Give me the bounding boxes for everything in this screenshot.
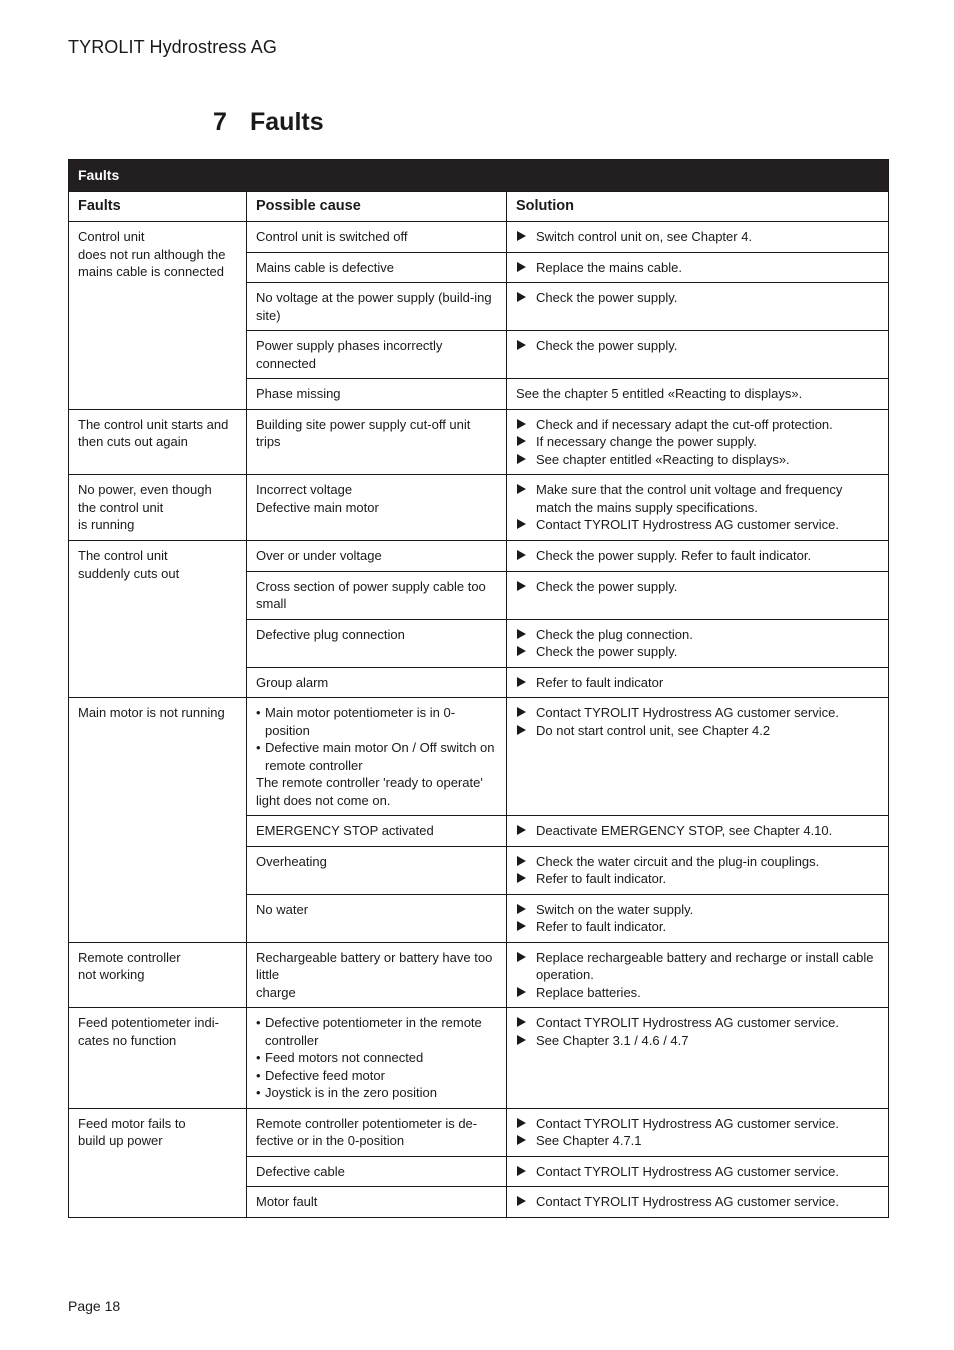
fault-text: Feed motor fails to <box>78 1115 186 1131</box>
solution-step: Check the power supply. Refer to fault indicator. <box>516 547 880 565</box>
cause-cell <box>247 1108 507 1156</box>
cause-bullet: • Joystick is in the zero position <box>256 1084 498 1102</box>
table-row <box>69 1008 889 1109</box>
solution-step: Refer to fault indicator. <box>516 870 880 888</box>
company-name: TYROLIT Hydrostress AG <box>68 37 277 57</box>
cause-cell <box>247 283 507 331</box>
table-row <box>69 942 889 1008</box>
table-row <box>69 541 889 572</box>
solution-step: Check the water circuit and the plug-in couplings. <box>516 853 880 871</box>
cause-text: Defective plug connection <box>256 626 405 642</box>
solution-cell <box>507 894 889 942</box>
fault-cell <box>69 1108 247 1217</box>
cause-text: Incorrect voltage <box>256 482 353 497</box>
cause-bullet: • Defective feed motor <box>256 1067 498 1085</box>
cause-cell <box>247 1156 507 1187</box>
table-banner-label: Faults <box>69 160 889 192</box>
solution-step: Check the plug connection. <box>516 626 880 644</box>
cause-cell <box>247 379 507 410</box>
solution-step: Switch control unit on, see Chapter 4. <box>516 228 880 246</box>
cause-text: Mains cable is defective <box>256 259 395 275</box>
cause-text: Motor fault <box>256 1194 318 1209</box>
solution-step: Replace rechargeable battery and recharge or install cable operation. <box>516 949 880 984</box>
cause-text: Power supply phases incorrectly connected <box>256 338 443 371</box>
table-row <box>69 1108 889 1156</box>
fault-cell <box>69 1008 247 1109</box>
fault-text: Feed potentiometer indi-cates no function <box>78 1015 219 1048</box>
solution-cell <box>507 816 889 847</box>
cause-text: Rechargeable battery or battery have too little <box>256 949 493 982</box>
column-header-solution: Solution <box>507 192 889 222</box>
cause-bullet: • Defective potentiometer in the remote controller <box>256 1014 498 1049</box>
solution-step: See Chapter 4.7.1 <box>516 1132 880 1150</box>
fault-cell <box>69 541 247 698</box>
solution-step: Contact TYROLIT Hydrostress AG customer service. <box>516 516 880 534</box>
solution-cell <box>507 698 889 816</box>
cause-cell <box>247 409 507 475</box>
solution-step: If necessary change the power supply. <box>516 433 880 451</box>
cause-bullet: • Main motor potentiometer is in 0-position <box>256 704 498 739</box>
solution-step: Replace the mains cable. <box>516 259 880 277</box>
solution-cell <box>507 409 889 475</box>
fault-text: not working <box>78 967 145 982</box>
cause-text: No water <box>256 901 309 917</box>
solution-cell <box>507 1008 889 1109</box>
solution-step: Check the power supply. <box>516 643 880 661</box>
solution-step: Contact TYROLIT Hydrostress AG customer service. <box>516 704 880 722</box>
cause-cell <box>247 942 507 1008</box>
fault-cell <box>69 222 247 410</box>
solution-cell <box>507 1108 889 1156</box>
solution-step: Check the power supply. <box>516 337 880 355</box>
solution-cell <box>507 331 889 379</box>
solution-cell <box>507 283 889 331</box>
cause-cell <box>247 846 507 894</box>
table-row <box>69 222 889 253</box>
table-row <box>69 409 889 475</box>
solution-step: Contact TYROLIT Hydrostress AG customer service. <box>516 1115 880 1133</box>
cause-text: Remote controller potentiometer is de-fective or in the 0-position <box>256 1115 478 1148</box>
cause-cell <box>247 1008 507 1109</box>
solution-step: Deactivate EMERGENCY STOP, see Chapter 4.10. <box>516 822 880 840</box>
cause-cell <box>247 1187 507 1218</box>
table-banner <box>69 160 889 192</box>
cause-cell <box>247 252 507 283</box>
solution-step: Check and if necessary adapt the cut-off protection. <box>516 416 880 434</box>
solution-cell <box>507 846 889 894</box>
cause-text: Group alarm <box>256 674 329 690</box>
cause-text: Phase missing <box>256 386 341 401</box>
fault-text: the control unit <box>78 499 164 515</box>
solution-step: Contact TYROLIT Hydrostress AG customer service. <box>516 1014 880 1032</box>
solution-cell <box>507 222 889 253</box>
fault-text: Remote controller <box>78 949 181 965</box>
fault-text: The control unit starts and then cuts out again <box>78 416 229 449</box>
fault-cell <box>69 942 247 1008</box>
chapter-heading <box>213 108 324 137</box>
cause-cell <box>247 816 507 847</box>
solution-text: See the chapter 5 entitled «Reacting to displays». <box>516 386 803 401</box>
cause-cell <box>247 475 507 541</box>
cause-text: Over or under voltage <box>256 548 382 563</box>
fault-text: Main motor is not running <box>78 705 225 720</box>
cause-cell <box>247 571 507 619</box>
table-row <box>69 698 889 816</box>
solution-cell <box>507 571 889 619</box>
faults-table <box>68 159 889 1218</box>
cause-text: No voltage at the power supply (build-ing site) <box>256 290 492 323</box>
cause-cell <box>247 619 507 667</box>
solution-step: Refer to fault indicator. <box>516 918 880 936</box>
table-header-row <box>69 192 889 222</box>
cause-text: The remote controller 'ready to operate' light does not come on. <box>256 775 483 808</box>
solution-step: Contact TYROLIT Hydrostress AG customer service. <box>516 1193 880 1211</box>
cause-text: Defective main motor <box>256 499 379 515</box>
cause-text: EMERGENCY STOP activated <box>256 823 434 838</box>
solution-cell <box>507 942 889 1008</box>
solution-cell <box>507 475 889 541</box>
fault-text: is running <box>78 517 135 532</box>
cause-bullet: • Feed motors not connected <box>256 1049 498 1067</box>
solution-step: See Chapter 3.1 / 4.6 / 4.7 <box>516 1032 880 1050</box>
fault-cell <box>69 475 247 541</box>
solution-cell <box>507 1156 889 1187</box>
solution-cell <box>507 252 889 283</box>
solution-cell <box>507 541 889 572</box>
solution-step: Check the power supply. <box>516 289 880 307</box>
solution-cell <box>507 1187 889 1218</box>
fault-cell <box>69 698 247 943</box>
solution-step: Switch on the water supply. <box>516 901 880 919</box>
cause-text: Cross section of power supply cable too small <box>256 578 486 611</box>
solution-step: Replace batteries. <box>516 984 880 1002</box>
cause-cell <box>247 667 507 698</box>
page-number: Page 18 <box>68 1298 121 1314</box>
solution-cell <box>507 619 889 667</box>
solution-step: See chapter entitled «Reacting to displays». <box>516 451 880 469</box>
chapter-title: Faults <box>250 108 324 136</box>
column-header-possible-cause: Possible cause <box>247 192 507 222</box>
solution-cell <box>507 667 889 698</box>
cause-text: Overheating <box>256 853 327 869</box>
fault-text: Control unit <box>78 229 145 244</box>
cause-cell <box>247 894 507 942</box>
chapter-number: 7 <box>213 108 227 136</box>
cause-text: Building site power supply cut-off unit trips <box>256 416 471 449</box>
fault-cell <box>69 409 247 475</box>
cause-cell <box>247 222 507 253</box>
fault-text: No power, even though <box>78 482 212 497</box>
cause-text: Defective cable <box>256 1163 345 1179</box>
solution-step: Make sure that the control unit voltage and frequency match the mains supply specifications. <box>516 481 880 516</box>
solution-step: Refer to fault indicator <box>516 674 880 692</box>
cause-cell <box>247 698 507 816</box>
cause-text: Control unit is switched off <box>256 229 408 244</box>
solution-step: Contact TYROLIT Hydrostress AG customer service. <box>516 1163 880 1181</box>
cause-text: charge <box>256 984 296 1000</box>
cause-cell <box>247 541 507 572</box>
column-header-faults: Faults <box>69 192 247 222</box>
fault-text: build up power <box>78 1133 163 1148</box>
solution-cell <box>507 379 889 410</box>
solution-step: Check the power supply. <box>516 578 880 596</box>
cause-bullet: • Defective main motor On / Off switch on remote controller <box>256 739 498 774</box>
table-row <box>69 475 889 541</box>
fault-text: suddenly cuts out <box>78 565 180 581</box>
cause-cell <box>247 331 507 379</box>
solution-step: Do not start control unit, see Chapter 4.2 <box>516 722 880 740</box>
fault-text: The control unit <box>78 548 168 563</box>
fault-text: does not run although the mains cable is connected <box>78 246 226 279</box>
